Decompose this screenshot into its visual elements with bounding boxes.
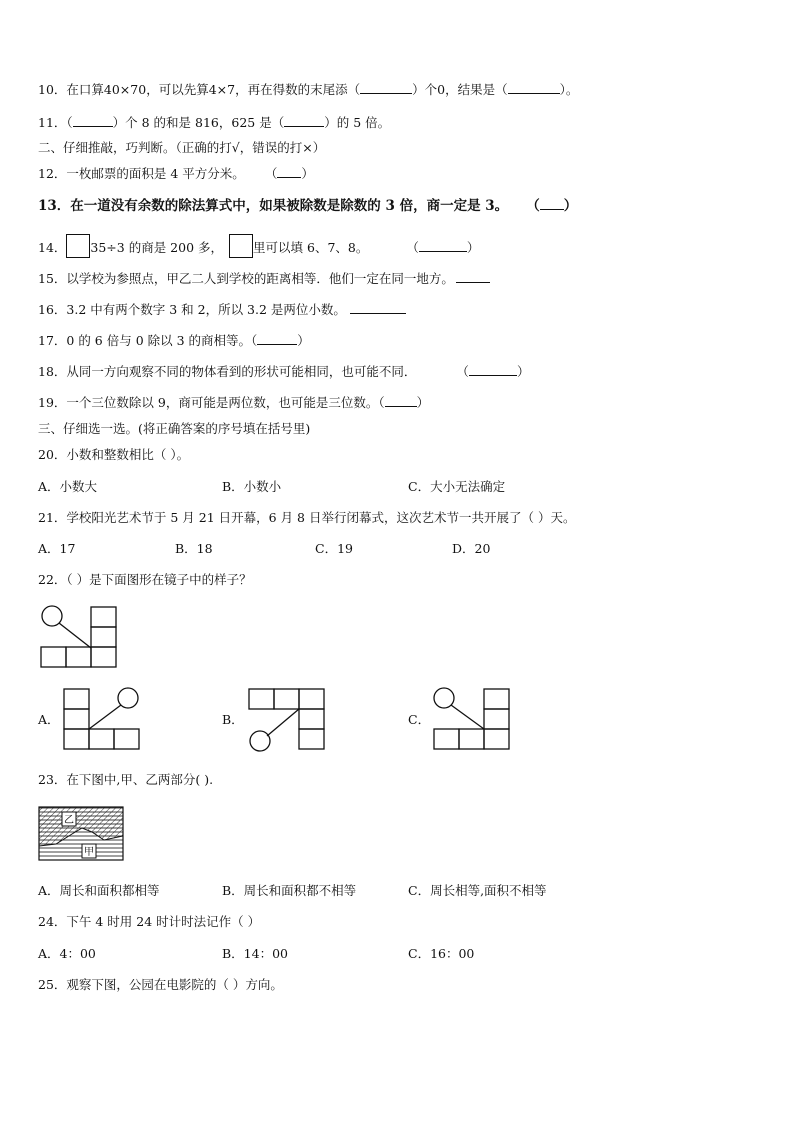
option-b[interactable]: B．14：00 [222,946,288,961]
answer-blank[interactable] [360,82,412,94]
option-b[interactable]: B． [222,712,244,727]
option-b-figure[interactable] [244,686,328,754]
question-20: 20．小数和整数相比（ ）。 [38,447,190,462]
answer-blank[interactable] [508,82,560,94]
answer-blank[interactable] [385,395,417,407]
option-a[interactable]: A．周长和面积都相等 [38,883,160,898]
question-23: 23．在下图中,甲、乙两部分( ). [38,772,214,787]
original-figure [38,602,120,670]
question-16: 16．3.2 中有两个数字 3 和 2，所以 3.2 是两位小数。 [38,302,406,318]
question-10: 10．在口算40×70，可以先算4×7，再在得数的末尾添（ ）个0，结果是（ ）。 [38,82,579,97]
question-19: 19．一个三位数除以 9，商可能是两位数，也可能是三位数。（ ） [38,395,430,410]
option-c[interactable]: C． [408,712,431,727]
option-a[interactable]: A．小数大 [38,479,98,494]
digit-box[interactable] [66,234,90,258]
section-2-heading: 二、仔细推敲，巧判断。（正确的打√，错误的打×） [38,140,326,155]
label-jia: 甲 [84,847,94,858]
question-25: 25．观察下图，公园在电影院的（ ）方向。 [38,977,283,992]
option-a[interactable]: A．17 [38,541,76,556]
option-c-figure[interactable] [430,686,514,752]
answer-blank[interactable] [419,240,467,252]
question-13: 13．在一道没有余数的除法算式中，如果被除数是除数的 3 倍，商一定是 3。 （ ） [38,198,578,214]
answer-blank[interactable] [284,115,324,127]
question-11: 11．（ ）个 8 的和是 816，625 是（ ）的 5 倍。 [38,115,391,130]
answer-blank[interactable] [277,166,301,178]
question-12: 12．一枚邮票的面积是 4 平方分米。 （ ） [38,166,314,181]
question-24: 24．下午 4 时用 24 时计时法记作（ ） [38,914,261,929]
option-b[interactable]: B．18 [175,541,213,556]
option-b[interactable]: B．周长和面积都不相等 [222,883,357,898]
question-21: 21．学校阳光艺术节于 5 月 21 日开幕，6 月 8 日举行闭幕式，这次艺术节一共开展了（ ）天。 [38,510,576,525]
option-a-figure[interactable] [60,686,144,752]
option-c[interactable]: C．19 [315,541,353,556]
answer-blank[interactable] [350,302,406,314]
option-c[interactable]: C．大小无法确定 [408,479,506,494]
answer-blank[interactable] [469,364,517,376]
question-15: 15．以学校为参照点，甲乙二人到学校的距离相等．他们一定在同一地方。 [38,271,490,287]
option-c[interactable]: C．周长相等,面积不相等 [408,883,547,898]
question-18: 18．从同一方向观察不同的物体看到的形状可能相同，也可能不同． （ ） [38,364,530,379]
option-b[interactable]: B．小数小 [222,479,282,494]
option-a[interactable]: A．4：00 [38,946,96,961]
question-22: 22．（ ）是下面图形在镜子中的样子？ [38,572,252,587]
question-17: 17．0 的 6 倍与 0 除以 3 的商相等。（ ） [38,333,310,348]
answer-blank[interactable] [73,115,113,127]
option-c[interactable]: C．16：00 [408,946,475,961]
answer-blank[interactable] [456,271,490,283]
answer-blank[interactable] [257,333,297,345]
question-14: 14． 35÷3 的商是 200 多， 里可以填 6、7、8。 （ ） [38,234,479,258]
label-yi: 乙 [64,815,74,826]
answer-blank[interactable] [540,198,564,210]
section-3-heading: 三、仔细选一选。(将正确答案的序号填在括号里) [38,421,311,436]
split-rectangle-figure [38,806,124,862]
option-a[interactable]: A． [38,712,60,727]
option-d[interactable]: D．20 [452,541,491,556]
digit-box[interactable] [229,234,253,258]
